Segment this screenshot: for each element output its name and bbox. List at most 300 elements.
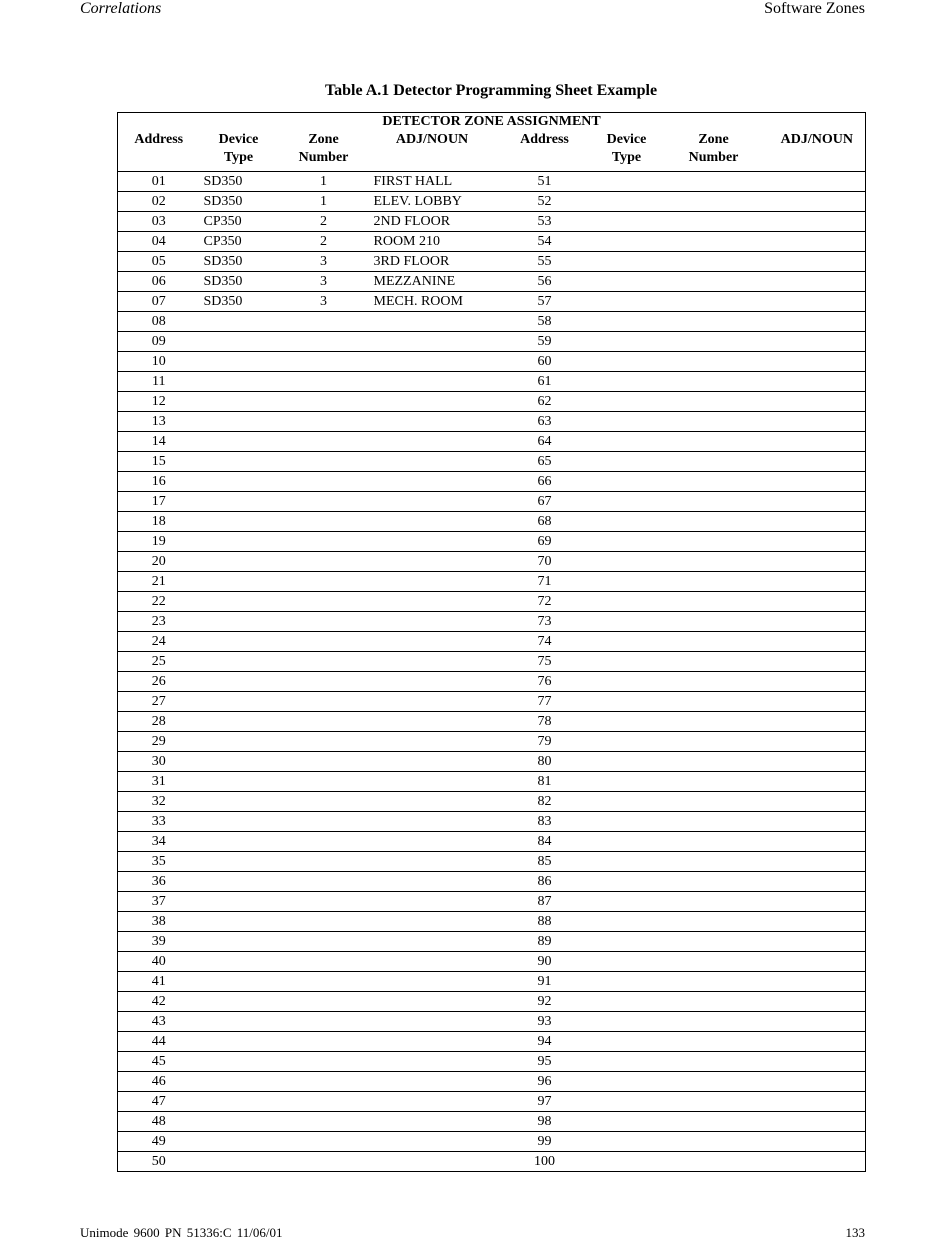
cell-zone-number — [278, 732, 370, 752]
cell-zone-number — [278, 832, 370, 852]
table-row — [118, 212, 866, 232]
cell-zone-number: 3 — [278, 252, 370, 272]
cell-adj-noun — [370, 712, 495, 732]
cell-device-type-2 — [595, 952, 659, 972]
cell-zone-number — [278, 412, 370, 432]
cell-address: 20 — [118, 552, 200, 572]
cell-address: 44 — [118, 1032, 200, 1052]
table-row — [118, 272, 866, 292]
cell-zone-number-2 — [659, 312, 769, 332]
cell-address: 32 — [118, 792, 200, 812]
cell-zone-number — [278, 532, 370, 552]
cell-device-type: CP350 — [200, 232, 278, 252]
cell-address: 13 — [118, 412, 200, 432]
cell-zone-number-2 — [659, 612, 769, 632]
cell-adj-noun: 3RD FLOOR — [370, 252, 495, 272]
cell-adj-noun-2 — [769, 972, 866, 992]
running-header-chapter: Correlations — [80, 0, 162, 17]
cell-adj-noun — [370, 392, 495, 412]
cell-address-2: 71 — [495, 572, 595, 592]
cell-adj-noun — [370, 372, 495, 392]
cell-address: 07 — [118, 292, 200, 312]
cell-adj-noun — [370, 412, 495, 432]
cell-adj-noun-2 — [769, 272, 866, 292]
cell-address: 09 — [118, 332, 200, 352]
cell-address: 26 — [118, 672, 200, 692]
cell-device-type — [200, 672, 278, 692]
cell-zone-number — [278, 912, 370, 932]
cell-adj-noun — [370, 472, 495, 492]
cell-adj-noun — [370, 532, 495, 552]
cell-device-type — [200, 332, 278, 352]
cell-device-type — [200, 1032, 278, 1052]
cell-adj-noun-2 — [769, 412, 866, 432]
cell-address-2: 86 — [495, 872, 595, 892]
cell-adj-noun-2 — [769, 572, 866, 592]
cell-adj-noun — [370, 312, 495, 332]
cell-adj-noun-2 — [769, 212, 866, 232]
cell-adj-noun — [370, 332, 495, 352]
cell-address-2: 88 — [495, 912, 595, 932]
cell-device-type — [200, 452, 278, 472]
cell-zone-number — [278, 892, 370, 912]
cell-zone-number-2 — [659, 872, 769, 892]
table-row — [118, 1092, 866, 1112]
cell-device-type — [200, 412, 278, 432]
cell-zone-number-2 — [659, 392, 769, 412]
cell-adj-noun — [370, 492, 495, 512]
cell-zone-number-2 — [659, 292, 769, 312]
cell-zone-number-2 — [659, 1032, 769, 1052]
cell-zone-number-2 — [659, 632, 769, 652]
cell-zone-number-2 — [659, 472, 769, 492]
cell-zone-number — [278, 332, 370, 352]
cell-zone-number-2 — [659, 952, 769, 972]
table-row — [118, 752, 866, 772]
cell-device-type-2 — [595, 432, 659, 452]
cell-zone-number — [278, 632, 370, 652]
cell-device-type-2 — [595, 652, 659, 672]
cell-device-type-2 — [595, 272, 659, 292]
cell-zone-number-2 — [659, 652, 769, 672]
cell-adj-noun-2 — [769, 592, 866, 612]
cell-address-2: 67 — [495, 492, 595, 512]
table-body — [118, 172, 866, 1172]
cell-adj-noun-2 — [769, 312, 866, 332]
cell-adj-noun — [370, 452, 495, 472]
cell-zone-number-2 — [659, 252, 769, 272]
cell-device-type — [200, 752, 278, 772]
cell-adj-noun-2 — [769, 252, 866, 272]
table-row — [118, 492, 866, 512]
cell-address-2: 62 — [495, 392, 595, 412]
cell-zone-number: 1 — [278, 192, 370, 212]
cell-device-type-2 — [595, 592, 659, 612]
cell-device-type — [200, 1052, 278, 1072]
cell-adj-noun — [370, 972, 495, 992]
table-row — [118, 1052, 866, 1072]
cell-adj-noun — [370, 752, 495, 772]
cell-address: 46 — [118, 1072, 200, 1092]
cell-zone-number — [278, 552, 370, 572]
cell-zone-number-2 — [659, 1112, 769, 1132]
cell-adj-noun — [370, 952, 495, 972]
cell-adj-noun — [370, 932, 495, 952]
cell-device-type-2 — [595, 672, 659, 692]
cell-zone-number — [278, 1052, 370, 1072]
cell-device-type — [200, 432, 278, 452]
table-row — [118, 312, 866, 332]
cell-adj-noun-2 — [769, 392, 866, 412]
cell-device-type — [200, 952, 278, 972]
cell-address-2: 100 — [495, 1152, 595, 1172]
cell-address-2: 70 — [495, 552, 595, 572]
cell-device-type — [200, 932, 278, 952]
cell-zone-number — [278, 1032, 370, 1052]
table-row — [118, 1032, 866, 1052]
cell-zone-number-2 — [659, 432, 769, 452]
cell-address: 04 — [118, 232, 200, 252]
cell-adj-noun-2 — [769, 352, 866, 372]
table-row — [118, 972, 866, 992]
cell-adj-noun: 2ND FLOOR — [370, 212, 495, 232]
cell-address-2: 59 — [495, 332, 595, 352]
cell-zone-number — [278, 592, 370, 612]
cell-address: 35 — [118, 852, 200, 872]
cell-device-type-2 — [595, 1152, 659, 1172]
cell-address: 28 — [118, 712, 200, 732]
cell-device-type-2 — [595, 392, 659, 412]
cell-address: 17 — [118, 492, 200, 512]
cell-device-type-2 — [595, 252, 659, 272]
cell-address: 43 — [118, 1012, 200, 1032]
cell-address: 41 — [118, 972, 200, 992]
cell-adj-noun — [370, 992, 495, 1012]
cell-zone-number-2 — [659, 272, 769, 292]
cell-address: 29 — [118, 732, 200, 752]
cell-address-2: 64 — [495, 432, 595, 452]
cell-adj-noun-2 — [769, 732, 866, 752]
column-header-device-type: Device Type — [200, 131, 278, 172]
cell-address: 24 — [118, 632, 200, 652]
cell-address-2: 69 — [495, 532, 595, 552]
cell-zone-number — [278, 1112, 370, 1132]
cell-zone-number-2 — [659, 332, 769, 352]
cell-zone-number — [278, 792, 370, 812]
cell-address: 47 — [118, 1092, 200, 1112]
table-row — [118, 1072, 866, 1092]
cell-device-type — [200, 1012, 278, 1032]
cell-adj-noun-2 — [769, 912, 866, 932]
cell-device-type-2 — [595, 892, 659, 912]
cell-device-type-2 — [595, 1092, 659, 1112]
cell-zone-number — [278, 952, 370, 972]
cell-address-2: 60 — [495, 352, 595, 372]
cell-zone-number — [278, 672, 370, 692]
table-row — [118, 932, 866, 952]
cell-adj-noun-2 — [769, 332, 866, 352]
cell-adj-noun — [370, 672, 495, 692]
table-row — [118, 412, 866, 432]
cell-address-2: 56 — [495, 272, 595, 292]
page-number: 133 — [845, 1225, 865, 1240]
cell-adj-noun — [370, 892, 495, 912]
cell-zone-number-2 — [659, 412, 769, 432]
table-row — [118, 872, 866, 892]
cell-adj-noun: FIRST HALL — [370, 172, 495, 192]
table-row — [118, 672, 866, 692]
cell-device-type-2 — [595, 512, 659, 532]
cell-address-2: 55 — [495, 252, 595, 272]
cell-adj-noun — [370, 832, 495, 852]
cell-address-2: 97 — [495, 1092, 595, 1112]
cell-device-type — [200, 892, 278, 912]
cell-address-2: 94 — [495, 1032, 595, 1052]
cell-zone-number-2 — [659, 992, 769, 1012]
cell-device-type-2 — [595, 1132, 659, 1152]
cell-address: 03 — [118, 212, 200, 232]
cell-adj-noun — [370, 732, 495, 752]
cell-zone-number: 2 — [278, 212, 370, 232]
cell-address: 36 — [118, 872, 200, 892]
cell-adj-noun-2 — [769, 292, 866, 312]
cell-address: 12 — [118, 392, 200, 412]
cell-address: 14 — [118, 432, 200, 452]
cell-device-type-2 — [595, 852, 659, 872]
cell-zone-number-2 — [659, 812, 769, 832]
cell-zone-number — [278, 652, 370, 672]
cell-device-type-2 — [595, 472, 659, 492]
cell-zone-number — [278, 772, 370, 792]
table-row — [118, 652, 866, 672]
table-row — [118, 532, 866, 552]
cell-zone-number-2 — [659, 1152, 769, 1172]
cell-address-2: 65 — [495, 452, 595, 472]
cell-zone-number-2 — [659, 532, 769, 552]
cell-device-type-2 — [595, 492, 659, 512]
cell-address-2: 95 — [495, 1052, 595, 1072]
cell-address: 18 — [118, 512, 200, 532]
cell-adj-noun — [370, 1052, 495, 1072]
cell-zone-number-2 — [659, 512, 769, 532]
cell-adj-noun — [370, 1112, 495, 1132]
cell-adj-noun-2 — [769, 532, 866, 552]
cell-address-2: 99 — [495, 1132, 595, 1152]
cell-adj-noun-2 — [769, 472, 866, 492]
cell-adj-noun-2 — [769, 452, 866, 472]
cell-adj-noun — [370, 1092, 495, 1112]
cell-device-type — [200, 512, 278, 532]
cell-address-2: 51 — [495, 172, 595, 192]
cell-device-type — [200, 872, 278, 892]
cell-device-type — [200, 992, 278, 1012]
cell-zone-number-2 — [659, 1072, 769, 1092]
cell-device-type-2 — [595, 212, 659, 232]
cell-zone-number: 3 — [278, 292, 370, 312]
table-row — [118, 692, 866, 712]
cell-device-type-2 — [595, 192, 659, 212]
cell-device-type-2 — [595, 832, 659, 852]
cell-device-type-2 — [595, 872, 659, 892]
cell-address: 39 — [118, 932, 200, 952]
cell-address: 37 — [118, 892, 200, 912]
cell-zone-number-2 — [659, 752, 769, 772]
column-header-address-2: Address — [495, 131, 595, 172]
table-row — [118, 832, 866, 852]
table-row — [118, 952, 866, 972]
cell-adj-noun-2 — [769, 1092, 866, 1112]
table-row — [118, 572, 866, 592]
table-row — [118, 1112, 866, 1132]
table-row — [118, 232, 866, 252]
detector-programming-table — [117, 112, 866, 1172]
cell-adj-noun-2 — [769, 952, 866, 972]
cell-zone-number — [278, 992, 370, 1012]
cell-zone-number-2 — [659, 552, 769, 572]
cell-adj-noun — [370, 632, 495, 652]
cell-address-2: 74 — [495, 632, 595, 652]
cell-adj-noun-2 — [769, 1052, 866, 1072]
cell-device-type — [200, 352, 278, 372]
cell-device-type — [200, 772, 278, 792]
cell-zone-number-2 — [659, 972, 769, 992]
cell-zone-number-2 — [659, 192, 769, 212]
cell-device-type — [200, 972, 278, 992]
cell-device-type-2 — [595, 732, 659, 752]
cell-zone-number — [278, 972, 370, 992]
cell-adj-noun — [370, 612, 495, 632]
cell-device-type-2 — [595, 532, 659, 552]
cell-adj-noun — [370, 912, 495, 932]
cell-address: 33 — [118, 812, 200, 832]
table-row — [118, 792, 866, 812]
table-row — [118, 1152, 866, 1172]
cell-device-type — [200, 1112, 278, 1132]
cell-device-type — [200, 572, 278, 592]
cell-device-type — [200, 592, 278, 612]
cell-adj-noun — [370, 1152, 495, 1172]
cell-device-type: SD350 — [200, 292, 278, 312]
cell-device-type — [200, 492, 278, 512]
cell-adj-noun-2 — [769, 1132, 866, 1152]
cell-device-type — [200, 652, 278, 672]
cell-address: 38 — [118, 912, 200, 932]
cell-adj-noun — [370, 772, 495, 792]
cell-adj-noun-2 — [769, 992, 866, 1012]
cell-device-type-2 — [595, 1112, 659, 1132]
cell-device-type-2 — [595, 972, 659, 992]
cell-adj-noun — [370, 1032, 495, 1052]
column-header-adj-noun-2: ADJ/NOUN — [769, 131, 866, 172]
cell-adj-noun-2 — [769, 892, 866, 912]
cell-adj-noun-2 — [769, 772, 866, 792]
cell-address-2: 63 — [495, 412, 595, 432]
cell-address-2: 53 — [495, 212, 595, 232]
cell-device-type-2 — [595, 552, 659, 572]
table-row — [118, 912, 866, 932]
cell-adj-noun — [370, 592, 495, 612]
cell-zone-number — [278, 1012, 370, 1032]
cell-device-type — [200, 392, 278, 412]
cell-device-type — [200, 552, 278, 572]
cell-adj-noun-2 — [769, 672, 866, 692]
cell-address-2: 87 — [495, 892, 595, 912]
cell-adj-noun-2 — [769, 652, 866, 672]
cell-address-2: 76 — [495, 672, 595, 692]
cell-zone-number-2 — [659, 212, 769, 232]
table-row — [118, 392, 866, 412]
cell-adj-noun — [370, 852, 495, 872]
cell-adj-noun — [370, 1132, 495, 1152]
cell-address-2: 68 — [495, 512, 595, 532]
cell-adj-noun-2 — [769, 932, 866, 952]
cell-address-2: 93 — [495, 1012, 595, 1032]
cell-address: 27 — [118, 692, 200, 712]
cell-device-type-2 — [595, 612, 659, 632]
cell-adj-noun-2 — [769, 1152, 866, 1172]
cell-zone-number — [278, 492, 370, 512]
table-row — [118, 332, 866, 352]
cell-device-type-2 — [595, 1032, 659, 1052]
cell-zone-number-2 — [659, 1012, 769, 1032]
cell-address-2: 75 — [495, 652, 595, 672]
cell-address-2: 58 — [495, 312, 595, 332]
cell-zone-number-2 — [659, 912, 769, 932]
cell-address-2: 73 — [495, 612, 595, 632]
cell-address-2: 57 — [495, 292, 595, 312]
cell-zone-number — [278, 812, 370, 832]
cell-adj-noun-2 — [769, 872, 866, 892]
cell-adj-noun-2 — [769, 1012, 866, 1032]
cell-adj-noun-2 — [769, 632, 866, 652]
cell-adj-noun-2 — [769, 492, 866, 512]
cell-adj-noun-2 — [769, 852, 866, 872]
cell-address: 06 — [118, 272, 200, 292]
cell-device-type: CP350 — [200, 212, 278, 232]
cell-address-2: 90 — [495, 952, 595, 972]
cell-device-type-2 — [595, 772, 659, 792]
cell-address-2: 80 — [495, 752, 595, 772]
cell-device-type — [200, 712, 278, 732]
cell-adj-noun — [370, 792, 495, 812]
cell-address-2: 91 — [495, 972, 595, 992]
cell-adj-noun — [370, 1012, 495, 1032]
cell-zone-number-2 — [659, 172, 769, 192]
cell-device-type — [200, 1092, 278, 1112]
cell-device-type-2 — [595, 172, 659, 192]
table-row — [118, 172, 866, 192]
cell-adj-noun — [370, 512, 495, 532]
cell-address: 08 — [118, 312, 200, 332]
cell-address-2: 72 — [495, 592, 595, 612]
cell-device-type — [200, 1152, 278, 1172]
table-row — [118, 252, 866, 272]
cell-device-type-2 — [595, 1052, 659, 1072]
cell-address-2: 83 — [495, 812, 595, 832]
cell-address: 25 — [118, 652, 200, 672]
cell-address-2: 78 — [495, 712, 595, 732]
cell-zone-number-2 — [659, 572, 769, 592]
table-row — [118, 612, 866, 632]
cell-adj-noun — [370, 812, 495, 832]
cell-device-type — [200, 312, 278, 332]
running-header-section: Software Zones — [764, 0, 865, 17]
cell-device-type-2 — [595, 412, 659, 432]
cell-device-type-2 — [595, 312, 659, 332]
cell-zone-number — [278, 572, 370, 592]
cell-device-type — [200, 532, 278, 552]
cell-zone-number-2 — [659, 1052, 769, 1072]
